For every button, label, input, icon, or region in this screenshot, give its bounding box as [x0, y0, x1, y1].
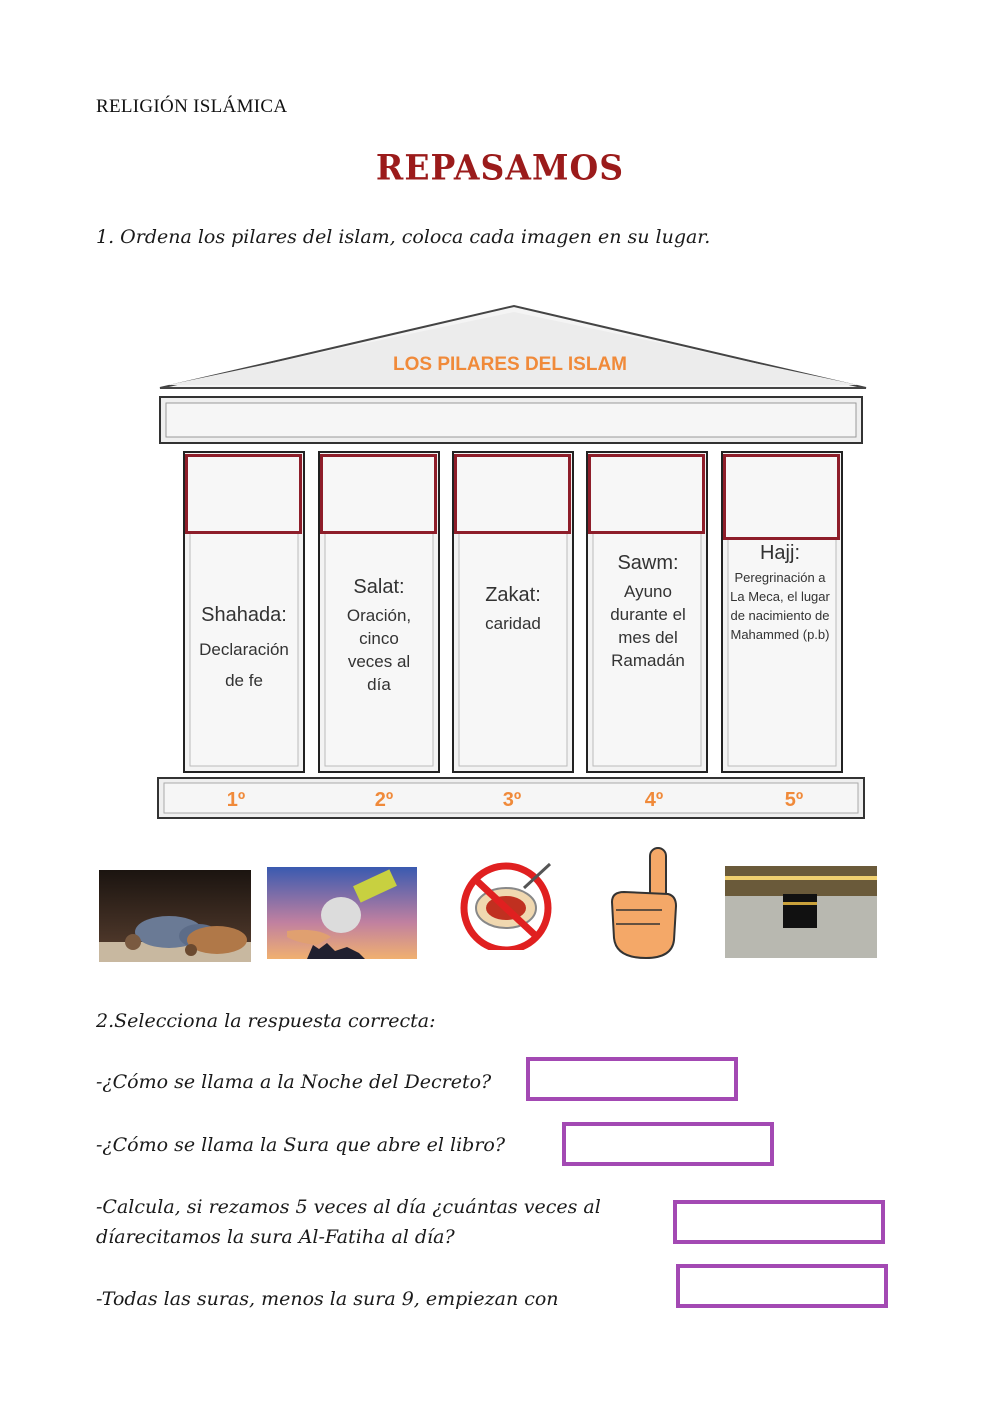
ordinal-4: 4º	[644, 789, 664, 811]
kaaba-mecca-icon[interactable]	[725, 866, 877, 958]
pillar-1-text	[186, 602, 302, 694]
question-item-1: -¿Cómo se llama a la Noche del Decreto?	[96, 1071, 492, 1093]
pillar-3-text	[455, 582, 571, 636]
pillar-name: Shahada:	[201, 604, 287, 626]
pillar-2-text	[336, 574, 422, 697]
question-item-4: -Todas las suras, menos la sura 9, empiezan con	[96, 1288, 559, 1310]
drop-zone-3[interactable]	[454, 454, 571, 534]
drop-zone-5[interactable]	[723, 454, 840, 540]
drop-zone-1[interactable]	[185, 454, 302, 534]
question-item-3: -Calcula, si rezamos 5 veces al día ¿cuántas veces al	[96, 1196, 601, 1218]
answer-box-4[interactable]	[676, 1264, 888, 1308]
pillar-desc: Ayuno durante el mes del Ramadán	[610, 582, 686, 670]
answer-box-2[interactable]	[562, 1122, 774, 1166]
pillar-desc: Declaración	[199, 640, 289, 659]
question-1: 1. Ordena los pilares del islam, coloca cada imagen en su lugar.	[96, 226, 711, 248]
pillar-name: Hajj:	[759, 542, 800, 564]
no-food-icon[interactable]	[454, 858, 558, 950]
pillar-4-text	[600, 550, 696, 673]
answer-box-3[interactable]	[673, 1200, 885, 1244]
charity-bag-icon[interactable]	[267, 867, 417, 959]
question-2: 2.Selecciona la respuesta correcta:	[96, 1010, 436, 1032]
pillar-name: Sawm:	[617, 552, 679, 574]
subject-header: RELIGIÓN ISLÁMICA	[96, 96, 288, 117]
temple-title: LOS PILARES DEL ISLAM	[392, 354, 627, 375]
ordinal-1: 1º	[226, 789, 246, 811]
pillar-name: Zakat:	[485, 584, 541, 606]
raised-index-finger-icon[interactable]	[602, 844, 682, 960]
pillar-desc: de fe	[225, 671, 263, 690]
pillar-desc: caridad	[485, 614, 541, 633]
answer-box-1[interactable]	[526, 1057, 738, 1101]
drop-zone-2[interactable]	[320, 454, 437, 534]
praying-person-icon[interactable]	[99, 870, 251, 962]
ordinal-3: 3º	[502, 789, 522, 811]
pillar-desc: Peregrinación a La Meca, el lugar de nacimiento de Mahammed (p.b)	[730, 570, 830, 642]
pillar-name: Salat:	[353, 576, 405, 598]
question-item-2: -¿Cómo se llama la Sura que abre el libro?	[96, 1134, 506, 1156]
ordinal-2: 2º	[374, 789, 394, 811]
ordinal-5: 5º	[784, 789, 804, 811]
question-item-3-line2: díarecitamos la sura Al-Fatiha al día?	[96, 1226, 455, 1248]
pillar-desc: Oración, cinco veces al día	[346, 606, 412, 694]
page-title: REPASAMOS	[375, 147, 625, 188]
drop-zone-4[interactable]	[588, 454, 705, 534]
pillar-5-text	[728, 540, 832, 644]
